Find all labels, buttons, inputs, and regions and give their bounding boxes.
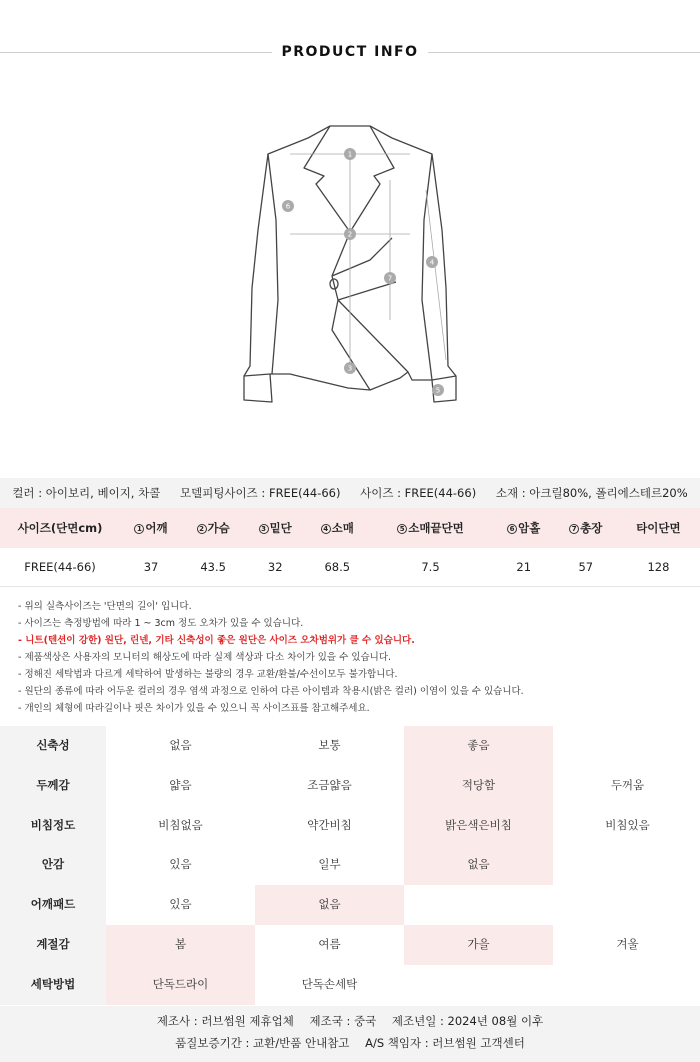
marker-2: 2: [347, 230, 353, 239]
attr-label: 어깨패드: [0, 885, 106, 925]
attr-label: 비침정도: [0, 806, 106, 846]
attr-option-selected: 좋음: [404, 726, 553, 766]
origin-country: 제조국 : 중국: [309, 1014, 377, 1028]
num-circle-5: 5: [397, 524, 407, 534]
footer-line-1: [0, 1010, 700, 1032]
attr-option: 비침없음: [158, 817, 203, 832]
size-header-tie: 타이단면: [617, 508, 700, 548]
attr-row-thickness: [0, 766, 700, 806]
size-header-sleeve: 4 소매: [306, 508, 368, 548]
attr-option: 일부: [318, 857, 341, 872]
attr-option: 얇음: [169, 777, 192, 792]
attr-row-stretch: [0, 726, 700, 766]
attr-option: 없음: [169, 738, 192, 752]
num-circle-1: 1: [134, 524, 144, 534]
marker-6: 6: [285, 202, 291, 211]
spec-size: 사이즈 : FREE(44-66): [360, 486, 477, 500]
size-header-cuff: 5 소매끝단면: [368, 508, 492, 548]
manufacture-date: 제조년일 : 2024년 08월 이후: [391, 1014, 544, 1028]
section-title: PRODUCT INFO: [281, 44, 419, 60]
attr-row-season: [0, 925, 700, 965]
size-value-label: FREE(44-66): [0, 548, 120, 586]
manufacturer-info: [0, 1006, 700, 1062]
footer-line-2: [0, 1032, 700, 1054]
section-header: [0, 40, 700, 64]
spec-material: 소재 : 아크릴80%, 폴리에스테르20%: [495, 486, 688, 500]
attr-label: 신축성: [0, 726, 106, 766]
size-table: [0, 508, 700, 587]
size-header-hem: 3 밑단: [244, 508, 306, 548]
note-item: - 위의 실측사이즈는 '단면의 길이' 입니다.: [18, 601, 192, 612]
num-circle-7: 7: [569, 524, 579, 534]
size-header-length: 7 총장: [555, 508, 617, 548]
size-value: 43.5: [182, 548, 244, 586]
marker-3: 3: [347, 364, 353, 373]
attr-option: [553, 726, 700, 766]
attr-option-selected: 없음: [404, 845, 553, 885]
size-value: 21: [493, 548, 555, 586]
attr-option: [404, 885, 553, 925]
size-header-label: 사이즈(단면cm): [0, 508, 120, 548]
attr-option: [553, 845, 700, 885]
attribute-table: [0, 726, 700, 1005]
divider-left: [0, 52, 272, 53]
spec-model-size: 모델피팅사이즈 : FREE(44-66): [180, 486, 341, 500]
jacket-illustration: [220, 110, 480, 420]
note-item-warning: - 니트(텐션이 강한) 원단, 린넨, 기타 신축성이 좋은 원단은 사이즈 오차범위가 클 수 있습니다.: [18, 635, 415, 646]
attr-option: 여름: [318, 936, 341, 951]
num-circle-2: 2: [197, 524, 207, 534]
note-item: - 원단의 종류에 따라 어두운 컬러의 경우 염색 과정으로 인하여 다른 아이템과 착용시(밝은 컬러) 이염이 있을 수 있습니다.: [18, 686, 524, 697]
attr-row-sheerness: [0, 806, 700, 846]
attr-option: 비침있음: [605, 817, 650, 832]
size-value: 37: [120, 548, 182, 586]
attr-option-selected: 봄: [106, 925, 255, 965]
num-circle-4: 4: [321, 524, 331, 534]
spec-line: [0, 478, 700, 508]
attr-option: 보통: [318, 738, 341, 752]
size-header-chest: 2 가슴: [182, 508, 244, 548]
as-contact: A/S 책임자 : 러브썸원 고객센터: [365, 1036, 525, 1050]
note-item: - 정해진 세탁법과 다르게 세탁하여 발생하는 불량의 경우 교환/환불/수선이모두 불가합니다.: [18, 669, 398, 680]
attr-option-selected: 적당함: [404, 766, 553, 806]
manufacturer: 제조사 : 러브썸원 제휴업체: [156, 1014, 294, 1028]
attr-row-washing: [0, 965, 700, 1005]
spec-color: 컬러 : 아이보리, 베이지, 차콜: [12, 486, 161, 500]
attr-option: 두꺼움: [610, 777, 645, 792]
attr-option: 있음: [169, 857, 192, 872]
num-circle-6: 6: [507, 524, 517, 534]
attr-row-lining: [0, 845, 700, 885]
attr-option-selected: 단독드라이: [106, 965, 255, 1005]
attr-option-selected: 밝은색은비침: [404, 806, 553, 846]
size-header-armhole: 6 암홀: [493, 508, 555, 548]
attr-option: 조금얇음: [307, 777, 352, 792]
size-value: 32: [244, 548, 306, 586]
attr-label: 안감: [0, 845, 106, 885]
attr-option: [553, 885, 700, 925]
marker-5: 5: [435, 386, 441, 395]
attr-label: 두께감: [0, 766, 106, 806]
attr-option: 약간비침: [307, 817, 352, 832]
size-value: 68.5: [306, 548, 368, 586]
attr-option-selected: 가을: [404, 925, 553, 965]
attr-option: 있음: [169, 897, 192, 912]
note-item: - 제품색상은 사용자의 모니터의 해상도에 따라 실제 색상과 다소 차이가 있을 수 있습니다.: [18, 652, 392, 663]
marker-4: 4: [429, 258, 435, 267]
attr-option: 겨울: [616, 936, 639, 951]
note-item: - 사이즈는 측정방법에 따라 1 ~ 3cm 정도 오차가 있을 수 있습니다.: [18, 618, 304, 629]
marker-7: 7: [387, 274, 393, 283]
size-notes: [18, 598, 682, 717]
attr-option: [553, 965, 700, 1005]
size-value: 7.5: [368, 548, 492, 586]
attr-row-shoulder-pad: [0, 885, 700, 925]
warranty-period: 품질보증기간 : 교환/반품 안내참고: [175, 1036, 350, 1050]
size-table-header: [0, 508, 700, 548]
size-value: 128: [617, 548, 700, 586]
note-item: - 개인의 체형에 따라길이나 핏은 차이가 있을 수 있으니 꼭 사이즈표를 참고해주세요.: [18, 703, 370, 714]
size-value: 57: [555, 548, 617, 586]
attr-label: 세탁방법: [0, 965, 106, 1005]
num-circle-3: 3: [259, 524, 269, 534]
attr-label: 계절감: [0, 925, 106, 965]
attr-option: 단독손세탁: [301, 976, 358, 991]
size-header-shoulder: 1 어깨: [120, 508, 182, 548]
table-row: [0, 548, 700, 586]
attr-option: [404, 965, 553, 1005]
attr-option-selected: 없음: [255, 885, 404, 925]
marker-1: 1: [347, 150, 353, 159]
divider-right: [428, 52, 700, 53]
